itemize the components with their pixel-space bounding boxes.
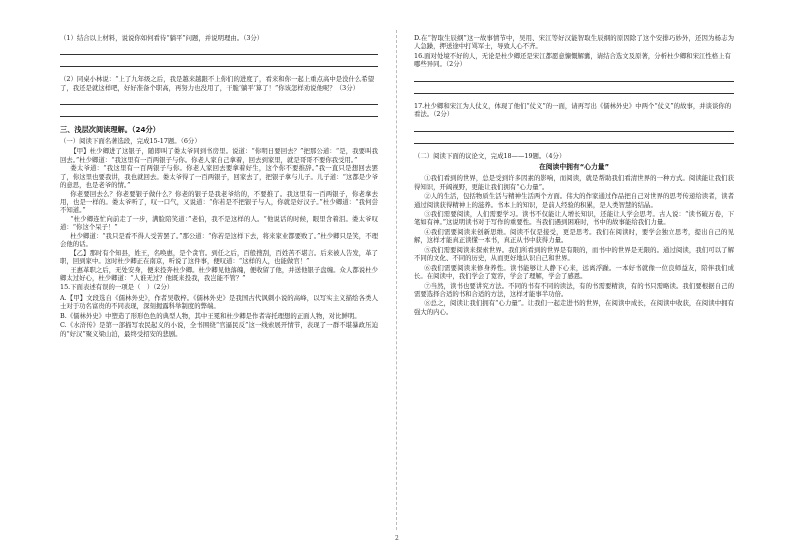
essay-paragraph: ④我们需要阅读来创新思维。阅读不仅是接受，更是思考。我们在阅读时，要学会独立思考，提出自己的见解，这样才能真正读懂一本书，真正从书中获得力量。 <box>414 227 734 245</box>
essay-paragraph: ⑥我们需要阅读来修身养性。读书能够让人静下心来，远离浮躁。一本好书就像一位良师益友，陪伴我们成长。在阅读中，我们学会了宽容，学会了理解，学会了感恩。 <box>414 263 734 281</box>
option-d: D.在“智取生辰纲”这一故事情节中，吴用、宋江等好汉能智取生辰纲的原因除了这个安排巧妙外，还因为杨志为人急躁，押送途中打骂军士，导致人心不齐。 <box>414 34 734 51</box>
left-column <box>60 34 378 339</box>
answer-line[interactable] <box>414 72 734 82</box>
subsection-1-title: （一）阅读下面名著选段，完成15-17题。（6分） <box>60 136 201 145</box>
question-15-options-cont <box>414 34 734 51</box>
essay-paragraph: ⑦当然，读书也要讲究方法。不同的书有不同的读法，有的书需要精读，有的书只需略读。我们要根据自己的需要选择合适的书和合适的方法，这样才能事半功倍。 <box>414 281 734 299</box>
answer-line[interactable] <box>60 45 378 55</box>
option-a: A.【甲】文段选自《儒林外史》，作者吴敬梓。《儒林外史》是我国古代讽刺小说的高峰，以写实主义描绘各类人士对于功名富贵的不同表现，深刻揭露科举制度的弊端。 <box>60 294 378 311</box>
answer-line[interactable] <box>414 84 734 94</box>
answer-line[interactable] <box>414 122 734 132</box>
page-number: 2 <box>395 535 399 542</box>
passage-paragraph: “杜少卿连忙向前走了一步，满脸陪笑道：”老伯，我不是这样的人。“他说话的时候，眼里含着泪。娄太爷叹道：“你这个呆子！” <box>60 214 378 232</box>
answer-line[interactable] <box>60 95 378 105</box>
passage-paragraph: 娄太爷道：“我这里有一百两银子与你。你老人家回去要拿着好生，这个你不要推辞。”我一直只是想回去罢了，你这里也要我讲，我也就回去。娄太爷得了一百两银子，回家去了，把银子拿与儿子。儿子道：“这都是少爷的意思，也是老爷的情。” <box>60 164 378 190</box>
question-15-prompt: 15.下面表述有误的一项是（ ）（2分） <box>60 282 174 291</box>
right-column <box>414 34 734 317</box>
column-divider <box>396 30 397 530</box>
answer-line[interactable] <box>60 57 378 67</box>
passage-paragraph: 【乙】那时有个知县，姓王，名唤惠，是个贪官。到任之后，百般搜刮，百姓苦不堪言。后来被人告发，革了职，回到家中。这时杜少卿正在南京，听说了这件事，便叹道：“这样的人，也能做官！” <box>60 248 378 266</box>
essay-title: 在阅读中拥有“心力量” <box>538 163 610 172</box>
essay-paragraph: ⑧总之，阅读让我们拥有“心力量”。让我们一起走进书的世界，在阅读中成长，在阅读中收获，在阅读中拥有强大的内心。 <box>414 299 734 316</box>
option-c: C.《水浒传》是第一部描写农民起义的小说，全书围绕“官逼民反”这一线索展开情节，表现了一群不堪暴政压迫的“好汉”聚义梁山泊，最终受招安的悲剧。 <box>60 321 378 338</box>
option-b: B.《儒林外史》中塑造了形形色色的典型人物，其中王冕和杜少卿是作者寄托理想的正面人物，对比鲜明。 <box>60 311 361 320</box>
essay-body <box>414 174 734 316</box>
question-15-options <box>60 294 378 338</box>
essay-paragraph: ②人的生活，包括物质生活与精神生活两个方面。伟大的作家通过作品把自己对世界的思考传递给读者，读者通过阅读获得精神上的滋养。书本上的知识，是前人经验的积累，是人类智慧的结晶。 <box>414 192 734 209</box>
section-3-title: 三、浅层次阅读理解。（24分） <box>60 125 160 135</box>
essay-paragraph: ①我们看到的世界，总是受到许多因素的影响，而阅读，就是帮助我们看清世界的一种方式。阅读能让我们获得知识，开阔视野，更能让我们拥有“心力量”。 <box>414 174 734 191</box>
question-1-prompt: （1）结合以上材料，说说你如何看待“躺平”问题，并说明理由。（3分） <box>60 34 264 42</box>
essay-paragraph: ⑤我们需要阅读来探索世界。我们所看到的世界是有限的，而书中的世界是无限的。通过阅读，我们可以了解不同的文化、不同的历史，从而更好地认识自己和世界。 <box>414 245 734 263</box>
question-17-prompt: 17.杜少卿和宋江为人仗义，体现了他们“仗义”的一面，请再写出《儒林外史》中两个“仗义”的故事，并谈谈你的看法。（2分） <box>414 101 732 119</box>
passage-paragraph: 王惠革职之后，无处安身，便来投奔杜少卿。杜少卿见他落魄，便收留了他，并送他银子盘缠。众人都说杜少卿太过好心，杜少卿道：“人谁无过？他既来投我，我岂能不管？” <box>60 265 378 283</box>
answer-line[interactable] <box>60 107 378 117</box>
question-2-prompt: （2）同桌小林说：“上了九年级之后，我是越来越跟不上你们的进度了，看来和你一起上重点高中是没什么希望了，我还是就这样吧，好好准备个职高，再努力也没用了，干脆‘躺平’算了！”你该怎样劝说他呢？（3分） <box>60 75 375 92</box>
answer-line[interactable] <box>414 134 734 144</box>
passage-paragraph: 你老要回去么？你老要银子做什么？你老的银子是我老爷给的，不要推了。我这里有一百两银子，你老拿去用，也是一样的。娄太爷听了，叹一口气，又说道：“你若是不把银子与人，你就是好汉子。”杜少卿道：“我何尝不知道。” <box>60 189 378 215</box>
reading-passage <box>60 147 378 282</box>
passage-paragraph: 杜少卿道：“我只是看不得人受苦罢了。”那公道：“你若是这样下去，将来家业都要败了。”杜少卿只是笑，不理会他的话。 <box>60 231 378 249</box>
essay-paragraph: ③我们需要阅读，人们需要学习。读书不仅能让人增长知识，还能让人学会思考。古人说：“读书破万卷，下笔如有神。”这说明读书对于写作的重要性。当我们遇到困难时，书中的故事能给我们力量。 <box>414 209 734 227</box>
passage-paragraph: 【甲】杜少卿进了这银子，随即叫了娄太爷同到书房里。说道：“你明日要回去？”把那公道：“是，我要叫我回去。”杜少卿道：“我这里有一百两银子与你。你老人家自己拿着，回去到家里，就是哥哥不要你我受用。” <box>60 147 378 164</box>
question-16-prompt: 16.面对处境不好的人，无论是杜少卿还是宋江都愿意慷慨解囊，请结合选文及原著，分析杜少卿和宋江性格上有哪些异同。（2分） <box>414 51 731 69</box>
subsection-2-title: （二）阅读下面的议论文，完成18——19题。（4分） <box>414 151 566 160</box>
